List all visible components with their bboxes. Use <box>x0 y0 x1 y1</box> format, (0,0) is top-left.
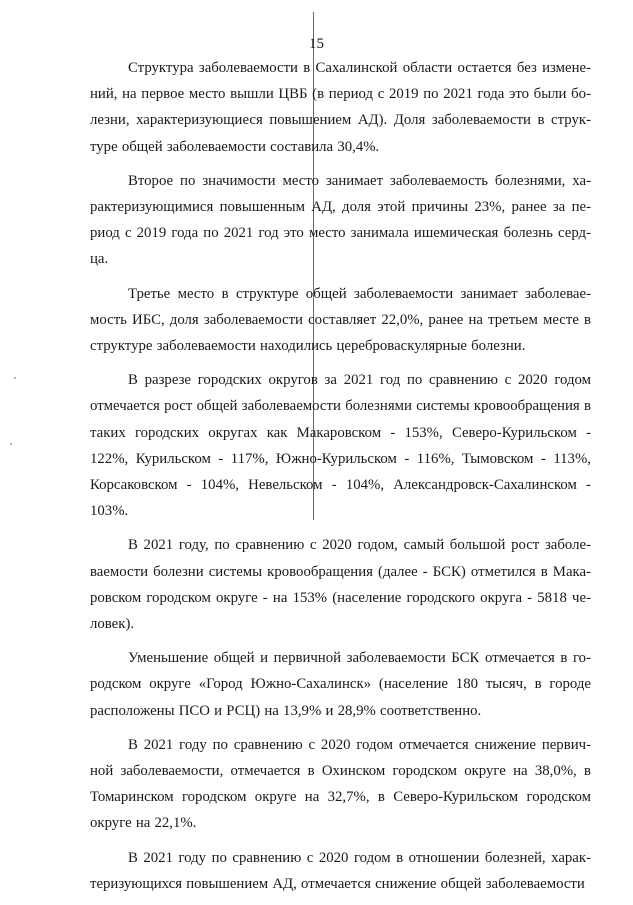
paragraph-districts-growth: В разрезе городских округов за 2021 год по сравнению с 2020 годом отмечается рост общей заболеваемости болезнями системы кровообращения в таких городских округах как Макаровском - 153%, Северо-Курильском - 122%, Курильском - 117%, Южно-Курильском - 116%, Тымовском - 113%, Корсаковском - 104%, Невельском - 104%, Александровск-Сахалинском - 103%. <box>90 372 591 520</box>
paragraph-hypertension: В 2021 году по сравнению с 2020 годом в отношении болезней, характеризующихся повышением АД, отмечается снижение общей заболеваемости <box>90 849 591 892</box>
paragraph-primary-decrease: В 2021 году по сравнению с 2020 годом отмечается снижение первичной заболеваемости, отмечается в Охинском городском округе на 38,0%, в Томаринском городском округе на 32,7%, в Северо-Курильском городском округе на 22,1%. <box>90 736 591 832</box>
scan-speck <box>14 377 16 379</box>
page-number: 15 <box>309 36 324 52</box>
paragraph-second-place: Второе по значимости место занимает заболеваемость болезнями, характеризующимися повышенным АД, доля этой причины 23%, ранее за период с 2019 года по 2021 год это место занимала ишемическая болезнь сердца. <box>90 172 591 268</box>
scan-speck <box>10 443 12 445</box>
paragraph-decrease: Уменьшение общей и первичной заболеваемости БСК отмечается в городском округе «Город Южно-Сахалинск» (население 180 тысяч, в городе расположены ПСО и РСЦ) на 13,9% и 28,9% соответственно. <box>90 650 591 719</box>
paragraph-third-place: Третье место в структуре общей заболеваемости занимает заболеваемость ИБС, доля заболеваемости составляет 22,0%, ранее на третьем месте в структуре заболеваемости находились цереброваскулярные болезни. <box>90 285 591 355</box>
paragraph-structure: Структура заболеваемости в Сахалинской области остается без изменений, на первое место вышли ЦВБ (в период с 2019 по 2021 года это были болезни, характеризующиеся повышением АД). Доля заболеваемости в структуре общей заболеваемости составила 30,4%. <box>90 60 591 155</box>
body-text <box>90 55 591 905</box>
paragraph-makarov: В 2021 году, по сравнению с 2020 годом, самый большой рост заболеваемости болезни системы кровообращения (далее - БСК) отметился в Макаровском городском округе - на 153% (население городского округа - 5818 человек). <box>90 537 591 633</box>
